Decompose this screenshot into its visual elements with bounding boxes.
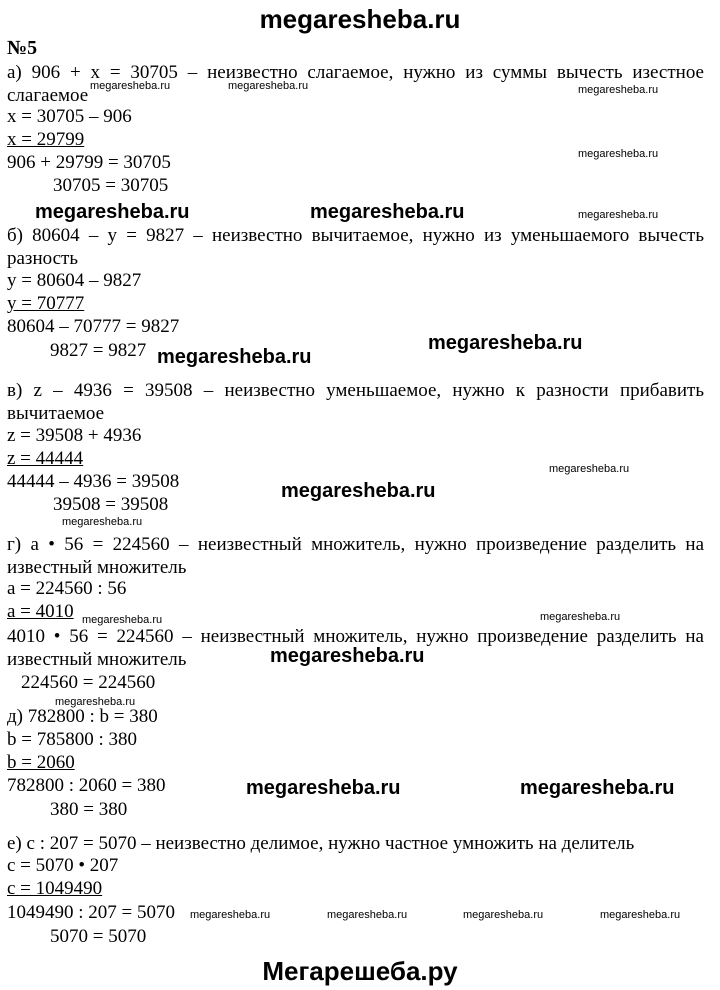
part-e-check: 1049490 : 207 = 5070 — [7, 902, 175, 923]
part-d-answer: b = 2060 — [7, 752, 75, 773]
part-d-check-result: 380 = 380 — [50, 799, 128, 820]
watermark-large: megaresheba.ru — [520, 777, 675, 799]
watermark-small: megaresheba.ru — [90, 80, 171, 92]
part-g-check: 4010 • 56 = 224560 – неизвестный множитель, нужно произведение разделить на известный множитель — [7, 626, 704, 670]
part-v-answer: z = 44444 — [7, 448, 84, 469]
part-b-check: 80604 – 70777 = 9827 — [7, 316, 180, 337]
part-b-answer: y = 70777 — [7, 293, 85, 314]
part-b-check-result: 9827 = 9827 — [50, 340, 147, 361]
watermark-large: megaresheba.ru — [310, 201, 465, 223]
watermark-small: megaresheba.ru — [578, 209, 659, 221]
watermark-large: megaresheba.ru — [270, 645, 425, 667]
part-e-answer: c = 1049490 — [7, 878, 103, 899]
watermark-small: megaresheba.ru — [82, 614, 163, 626]
watermark-small: megaresheba.ru — [600, 909, 681, 921]
part-a-answer: x = 29799 — [7, 129, 85, 150]
watermark-small: megaresheba.ru — [228, 80, 309, 92]
part-e-step-1: c = 5070 • 207 — [7, 855, 119, 876]
watermark-small: megaresheba.ru — [190, 909, 271, 921]
part-a-check: 906 + 29799 = 30705 — [7, 152, 171, 173]
problem-number: №5 — [7, 37, 38, 59]
watermark-small: megaresheba.ru — [578, 148, 659, 160]
part-v-step-1: z = 39508 + 4936 — [7, 425, 142, 446]
part-g-answer: a = 4010 — [7, 601, 74, 622]
part-v-check-result: 39508 = 39508 — [53, 494, 169, 515]
part-b-statement: б) 80604 – y = 9827 – неизвестно вычитаемое, нужно из уменьшаемого вычесть разность — [7, 225, 704, 269]
site-header-title: megaresheba.ru — [259, 4, 461, 34]
watermark-small: megaresheba.ru — [549, 463, 630, 475]
watermark-small: megaresheba.ru — [578, 84, 659, 96]
part-g-step-1: a = 224560 : 56 — [7, 578, 127, 599]
part-d-step-1: b = 785800 : 380 — [7, 729, 137, 750]
part-g-statement: г) a • 56 = 224560 – неизвестный множитель, нужно произведение разделить на известный множитель — [7, 534, 704, 578]
watermark-small: megaresheba.ru — [327, 909, 408, 921]
site-footer-title: Мегарешеба.ру — [262, 956, 458, 986]
watermark-large: megaresheba.ru — [157, 346, 312, 368]
watermark-small: megaresheba.ru — [55, 696, 136, 708]
watermark-small: megaresheba.ru — [540, 611, 621, 623]
watermark-large: megaresheba.ru — [246, 777, 401, 799]
part-b-step-1: y = 80604 – 9827 — [7, 270, 142, 291]
watermark-small: megaresheba.ru — [62, 516, 143, 528]
watermark-large: megaresheba.ru — [281, 480, 436, 502]
part-d-statement: д) 782800 : b = 380 — [7, 706, 158, 727]
part-a-step-1: x = 30705 – 906 — [7, 106, 132, 127]
part-g-check-result: 224560 = 224560 — [21, 672, 156, 693]
watermark-small: megaresheba.ru — [463, 909, 544, 921]
part-v-statement: в) z – 4936 = 39508 – неизвестно уменьшаемое, нужно к разности прибавить вычитаемое — [7, 380, 704, 424]
watermark-large: megaresheba.ru — [428, 332, 583, 354]
part-a-check-result: 30705 = 30705 — [53, 175, 169, 196]
part-a-statement: а) 906 + x = 30705 – неизвестно слагаемое, нужно из суммы вычесть изестное слагаемое — [7, 62, 704, 106]
part-v-check: 44444 – 4936 = 39508 — [7, 471, 180, 492]
watermark-large: megaresheba.ru — [35, 201, 190, 223]
part-e-check-result: 5070 = 5070 — [50, 926, 147, 947]
part-e-statement: е) c : 207 = 5070 – неизвестно делимое, нужно частное умножить на делитель — [7, 833, 635, 854]
part-d-check: 782800 : 2060 = 380 — [7, 775, 166, 796]
